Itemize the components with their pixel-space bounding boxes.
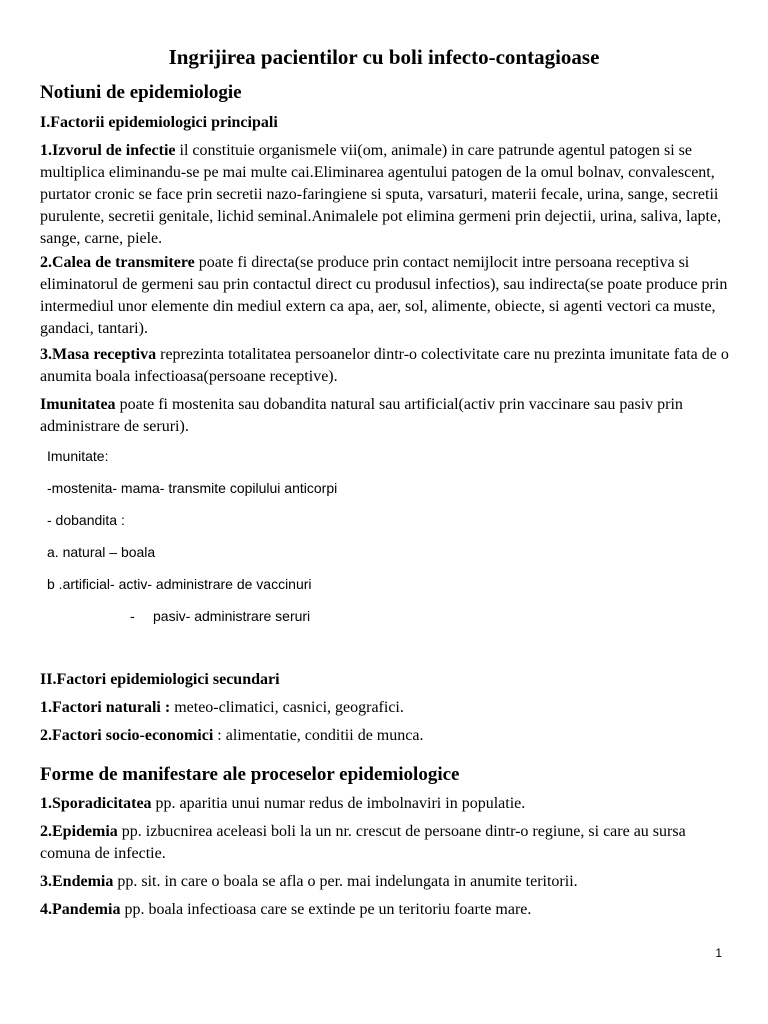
paragraph-natural-factors bbox=[40, 697, 740, 719]
text-endemic: pp. sit. in care o boala se afla o per. mai indelungata in anumite teritorii. bbox=[113, 873, 578, 890]
page-number: 1 bbox=[715, 946, 722, 960]
document-title: Ingrijirea pacientilor cu boli infecto-contagioase bbox=[168, 45, 600, 69]
paragraph-immunity bbox=[40, 394, 740, 438]
text-natural-factors: meteo-climatici, casnici, geografici. bbox=[170, 699, 404, 716]
term-infection-source: 1.Izvorul de infectie bbox=[40, 142, 176, 159]
list-item-artificial-active: b .artificial- activ- administrare de vaccinuri bbox=[47, 576, 312, 592]
list-item-immunity-label: Imunitate: bbox=[47, 448, 109, 464]
text-socio-economic-factors: : alimentatie, conditii de munca. bbox=[213, 727, 424, 744]
subsection-heading-main-factors: I.Factorii epidemiologici principali bbox=[40, 114, 278, 131]
list-item-bullet-dash: - bbox=[130, 608, 135, 624]
paragraph-pandemic bbox=[40, 899, 740, 921]
term-receptive-mass: 3.Masa receptiva bbox=[40, 346, 157, 363]
text-pandemic: pp. boala infectioasa care se extinde pe un teritoriu foarte mare. bbox=[120, 901, 532, 918]
section-heading-manifestation-forms: Forme de manifestare ale proceselor epidemiologice bbox=[40, 764, 460, 785]
term-sporadicity: 1.Sporadicitatea bbox=[40, 795, 152, 812]
text-epidemic: pp. izbucnirea aceleasi boli la un nr. crescut de persoane dintr-o regiune, si care au sursa comuna de infectie. bbox=[40, 823, 686, 862]
list-item-passive: pasiv- administrare seruri bbox=[153, 608, 311, 624]
term-socio-economic-factors: 2.Factori socio-economici bbox=[40, 727, 214, 744]
text-infection-source: il constituie organismele vii(om, animale) in care patrunde agentul patogen si se multiplica eliminandu-se pe mai multe cai.Eliminarea agentului patogen de la omul bolnav, convalescent, purtator cronic se face prin secretii nazo-faringiene si sputa, varsaturi, materii fecale, urina, sange, secretii purulente, secretii genitale, lichid seminal.Animalele pot elimina germeni prin dejectii, urina, saliva, lapte, sange, carne, piele. bbox=[40, 142, 722, 247]
subsection-heading-secondary-factors: II.Factori epidemiologici secundari bbox=[40, 671, 280, 688]
paragraph-sporadicity bbox=[40, 793, 740, 815]
text-receptive-mass: reprezinta totalitatea persoanelor dintr-o colectivitate care nu prezinta imunitate fata de o anumita boala infectioasa(persoane receptive). bbox=[40, 346, 729, 385]
list-item-acquired: - dobandita : bbox=[47, 512, 125, 528]
text-sporadicity: pp. aparitia unui numar redus de imbolnaviri in populatie. bbox=[151, 795, 526, 812]
term-transmission-route: 2.Calea de transmitere bbox=[40, 254, 195, 271]
paragraph-receptive-mass bbox=[40, 344, 740, 388]
text-transmission-route: poate fi directa(se produce prin contact nemijlocit intre persoana receptiva si eliminatorul de germeni sau prin contactul direct cu produsul infectios), sau indirecta(se poate produce prin intermediul unor elemente din mediul extern ca apa, aer, sol, alimente, obiecte, si agenti vectori ca muste, gandaci, tantari). bbox=[40, 254, 728, 337]
paragraph-transmission-route bbox=[40, 252, 740, 340]
term-endemic: 3.Endemia bbox=[40, 873, 114, 890]
text-immunity: poate fi mostenita sau dobandita natural sau artificial(activ prin vaccinare sau pasiv prin administrare de seruri). bbox=[40, 396, 683, 435]
term-pandemic: 4.Pandemia bbox=[40, 901, 121, 918]
list-item-natural: a. natural – boala bbox=[47, 544, 156, 560]
paragraph-endemic bbox=[40, 871, 740, 893]
paragraph-infection-source bbox=[40, 140, 740, 250]
paragraph-epidemic bbox=[40, 821, 740, 865]
list-item-inherited: -mostenita- mama- transmite copilului anticorpi bbox=[47, 480, 338, 496]
term-natural-factors: 1.Factori naturali : bbox=[40, 699, 171, 716]
term-immunity: Imunitatea bbox=[40, 396, 116, 413]
paragraph-socio-economic-factors bbox=[40, 725, 740, 747]
section-heading-epidemiology: Notiuni de epidemiologie bbox=[40, 82, 242, 103]
term-epidemic: 2.Epidemia bbox=[40, 823, 118, 840]
